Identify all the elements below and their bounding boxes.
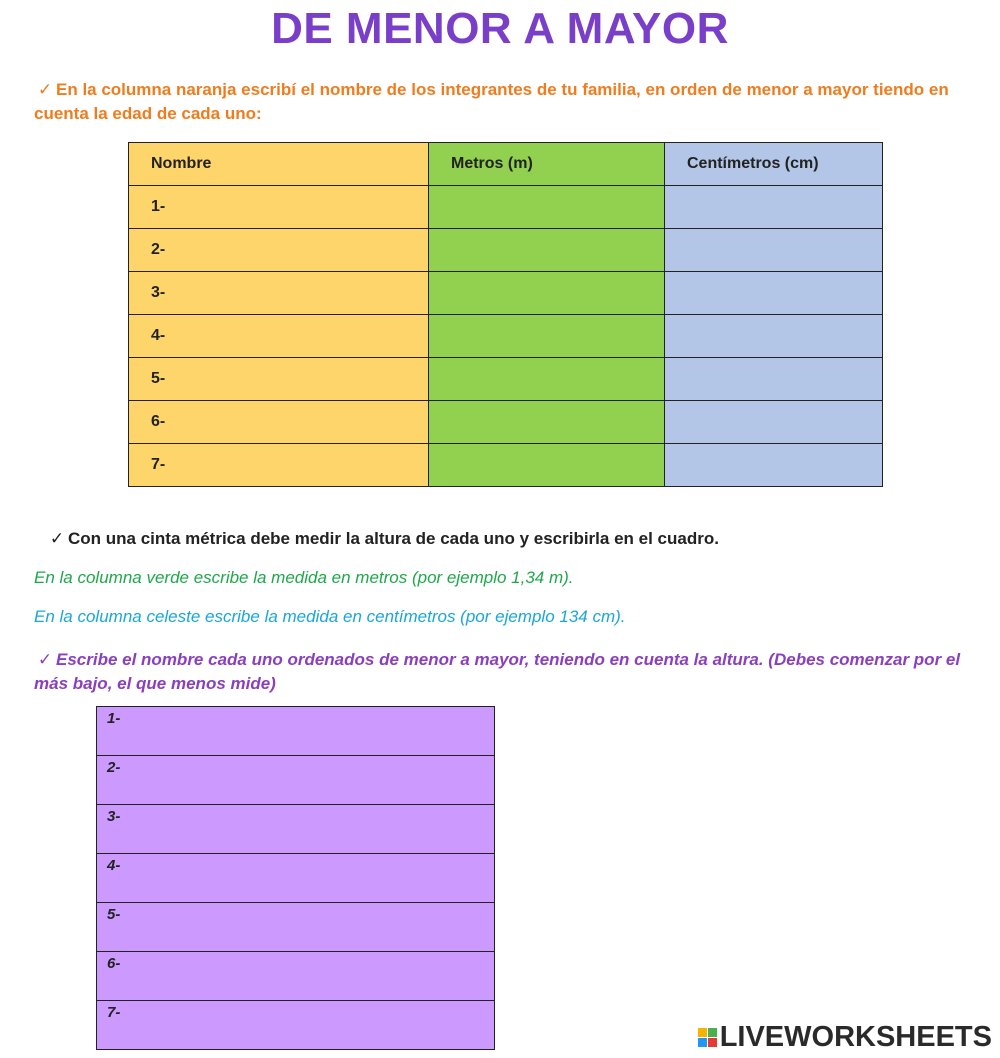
logo-square bbox=[708, 1028, 717, 1037]
header-nombre: Nombre bbox=[129, 143, 429, 186]
instruction-measure bbox=[46, 527, 976, 551]
meters-input-cell[interactable] bbox=[429, 444, 665, 487]
centimeters-input-cell[interactable] bbox=[665, 186, 883, 229]
name-cell[interactable]: 5- bbox=[129, 358, 429, 401]
instruction-green-note: En la columna verde escribe la medida en metros (por ejemplo 1,34 m). bbox=[34, 568, 574, 587]
table-row bbox=[129, 358, 883, 401]
instruction-order-height-text: Escribe el nombre cada uno ordenados de menor a mayor, teniendo en cuenta la altura. (Debes comenzar por el más bajo, el que menos mide) bbox=[34, 650, 961, 693]
instruction-order-height bbox=[34, 648, 964, 696]
centimeters-input-cell[interactable] bbox=[665, 401, 883, 444]
order-name-cell[interactable]: 1- bbox=[97, 707, 495, 756]
brand-logo bbox=[698, 1021, 992, 1053]
family-table bbox=[128, 142, 883, 487]
table-row bbox=[129, 229, 883, 272]
name-cell[interactable]: 1- bbox=[129, 186, 429, 229]
meters-input-cell[interactable] bbox=[429, 272, 665, 315]
name-cell[interactable]: 4- bbox=[129, 315, 429, 358]
order-name-cell[interactable]: 7- bbox=[97, 1001, 495, 1050]
logo-square bbox=[708, 1038, 717, 1047]
centimeters-input-cell[interactable] bbox=[665, 229, 883, 272]
meters-input-cell[interactable] bbox=[429, 186, 665, 229]
instruction-family-names bbox=[34, 78, 964, 126]
meters-input-cell[interactable] bbox=[429, 401, 665, 444]
instruction-blue-note: En la columna celeste escribe la medida en centímetros (por ejemplo 134 cm). bbox=[34, 607, 626, 626]
liveworksheets-icon bbox=[698, 1028, 717, 1047]
table-header-row bbox=[129, 143, 883, 186]
centimeters-input-cell[interactable] bbox=[665, 272, 883, 315]
header-centimetros: Centímetros (cm) bbox=[665, 143, 883, 186]
order-name-cell[interactable]: 4- bbox=[97, 854, 495, 903]
logo-square bbox=[698, 1028, 707, 1037]
list-item bbox=[97, 805, 495, 854]
centimeters-input-cell[interactable] bbox=[665, 358, 883, 401]
table-row bbox=[129, 315, 883, 358]
order-name-cell[interactable]: 5- bbox=[97, 903, 495, 952]
name-cell[interactable]: 2- bbox=[129, 229, 429, 272]
list-item bbox=[97, 1001, 495, 1050]
brand-name: LIVEWORKSHEETS bbox=[719, 1020, 992, 1053]
header-metros: Metros (m) bbox=[429, 143, 665, 186]
table-row bbox=[129, 186, 883, 229]
meters-input-cell[interactable] bbox=[429, 315, 665, 358]
meters-input-cell[interactable] bbox=[429, 358, 665, 401]
order-name-cell[interactable]: 3- bbox=[97, 805, 495, 854]
order-name-cell[interactable]: 2- bbox=[97, 756, 495, 805]
instruction-family-names-text: En la columna naranja escribí el nombre de los integrantes de tu familia, en orden de menor a mayor tiendo en cuenta la edad de cada uno: bbox=[34, 80, 949, 123]
order-table bbox=[96, 706, 495, 1050]
page-title: DE MENOR A MAYOR bbox=[271, 4, 729, 53]
name-cell[interactable]: 7- bbox=[129, 444, 429, 487]
instruction-measure-text: Con una cinta métrica debe medir la altura de cada uno y escribirla en el cuadro. bbox=[68, 529, 719, 548]
name-cell[interactable]: 6- bbox=[129, 401, 429, 444]
centimeters-input-cell[interactable] bbox=[665, 444, 883, 487]
list-item bbox=[97, 707, 495, 756]
table-row bbox=[129, 401, 883, 444]
check-icon: ✓ bbox=[37, 80, 53, 99]
check-icon: ✓ bbox=[49, 529, 65, 548]
list-item bbox=[97, 756, 495, 805]
order-name-cell[interactable]: 6- bbox=[97, 952, 495, 1001]
centimeters-input-cell[interactable] bbox=[665, 315, 883, 358]
list-item bbox=[97, 952, 495, 1001]
table-row bbox=[129, 444, 883, 487]
check-icon: ✓ bbox=[37, 650, 53, 669]
list-item bbox=[97, 854, 495, 903]
list-item bbox=[97, 903, 495, 952]
table-row bbox=[129, 272, 883, 315]
logo-square bbox=[698, 1038, 707, 1047]
meters-input-cell[interactable] bbox=[429, 229, 665, 272]
name-cell[interactable]: 3- bbox=[129, 272, 429, 315]
